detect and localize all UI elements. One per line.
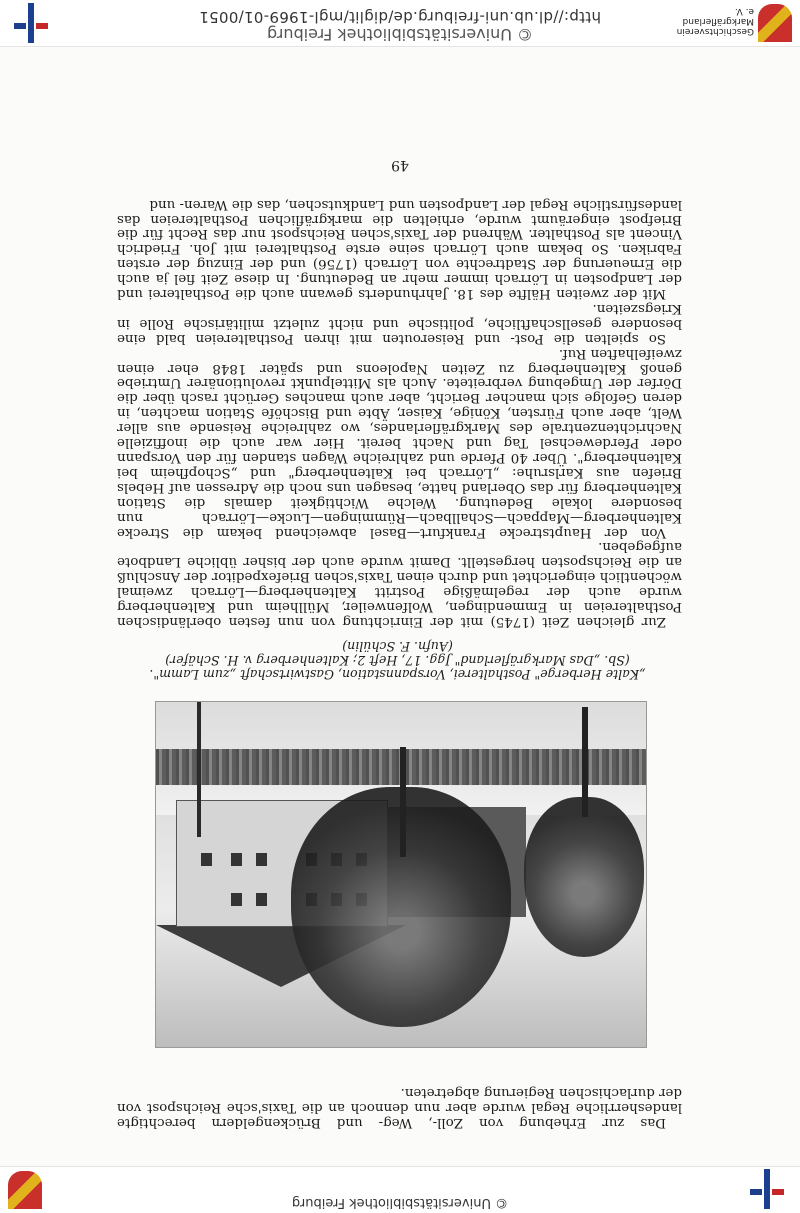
footer-band-top xyxy=(0,1166,800,1213)
text-block-main xyxy=(117,196,682,628)
text-block-top xyxy=(117,1084,682,1129)
paragraph: Mit der zweiten Hälfte des 18. Jahrhunderts gewann auch die Posthalterei und der Landposten in Lörrach immer mehr an Bedeutung. In diese Zeit fiel ja auch die Erneuerung der Stadtrechte von Lörrach (1756) und der Einzug der ersten Fabriken. So bekam auch Lörrach seine erste Posthalterei mit Joh. Friedrich Vincent als Posthalter. Während der Taxis'schen Reichspost nur das Recht für die Briefpost eingeräumt wurde, erhielten die markgräflichen Posthaltereien das landesfürstliche Regal der Landposten und Landkutschen, das die Waren- und xyxy=(117,196,682,302)
historic-photograph xyxy=(155,701,647,1048)
footer-band-bottom xyxy=(0,0,800,47)
paragraph: Von der Hauptstrecke Frankfurt—Basel abweichend bekam die Strecke Kaltenherberg—Mappach—Schallbach—Rümmingen—Lucke—Lörrach nun besondere lokale Bedeutung. Welche Wichtigkeit damals die Station Kaltenherberg für das Oberland hatte, besagen uns noch die Adressen auf Hebels Briefen aus Karlsruhe: „Lörrach bei Kaltenherberg" und „Schopfheim bei Kaltenherberg". Über 40 Pferde und zahlreiche Wagen standen für den Vorspann oder Pferdewechsel Tag und Nacht bereit. Hier war auch die inoffizielle Nachrichtenzentrale des Markgräflerlandes, wo zahlreiche Reisende aus aller Welt, aber auch Fürsten, Könige, Kaiser, Äbte und Bischöfe Station machten, in deren Gefolge sich mancher Bericht, aber auch manches Gerücht rasch über die Dörfer der Umgebung verbreitete. Auch als Mittelpunkt revolutionärer Umtriebe genoß Kaltenherberg zu Zeiten Napoleons und später 1848 eher einen zweifelhaften Ruf. xyxy=(117,345,682,540)
ub-logo-icon xyxy=(748,1169,788,1209)
ub-logo-icon xyxy=(12,3,52,43)
paragraph: Zur gleichen Zeit (1745) mit der Einrichtung von nun festen oberländischen Posthaltereien in Emmendingen, Wolfenweiler, Müllheim und Kaltenherberg wurde auch der regelmäßige Postritt Kaltenherberg—Lörrach zweimal wöchentlich eingerichtet und durch einen Taxis'schen Briefexpeditor der Anschluß an die Reichsposten hergestellt. Damit wurde auch der bisher übliche Landbote aufgegeben. xyxy=(117,539,682,629)
footer-copyright: © Universitätsbibliothek Freiburg xyxy=(266,25,534,44)
page-number: 49 xyxy=(391,157,409,173)
caption-line: (Aufn. F. Schülin) xyxy=(342,638,453,654)
photo-caption xyxy=(145,638,650,681)
caption-line: „Kalte Herberge" Posthalterei, Vorspannstation, Gastwirtschaft „zum Lamm". xyxy=(149,667,646,682)
crest-icon xyxy=(8,1171,42,1209)
society-logo-label: Geschichtsverein Markgräflerland e. V. xyxy=(676,6,754,36)
caption-line: (Sb. „Das Markgräflerland" Jgg. 17, Heft 2; Kaltenherberg v. H. Schäfer) xyxy=(165,652,630,668)
footer-url-link[interactable]: http://dl.ub.uni-freiburg.de/diglit/mgl-1969-01/0051 xyxy=(198,8,602,26)
paragraph: So spielten die Post- und Reiserouten mit ihren Posthaltereien bald eine besondere gesellschaftliche, politische und nicht zuletzt militärische Rolle in Kriegszeiten. xyxy=(117,300,682,346)
footer-copyright-top: © Universitätsbibliothek Freiburg xyxy=(291,1195,509,1210)
paragraph: Das zur Erhebung von Zoll-, Weg- und Brückengeldern berechtigte landesherrliche Regal wurde aber nun dennoch an die Taxis'sche Reichspost von der durlachischen Regierung abgetreten. xyxy=(117,1085,682,1130)
crest-icon xyxy=(758,4,792,42)
